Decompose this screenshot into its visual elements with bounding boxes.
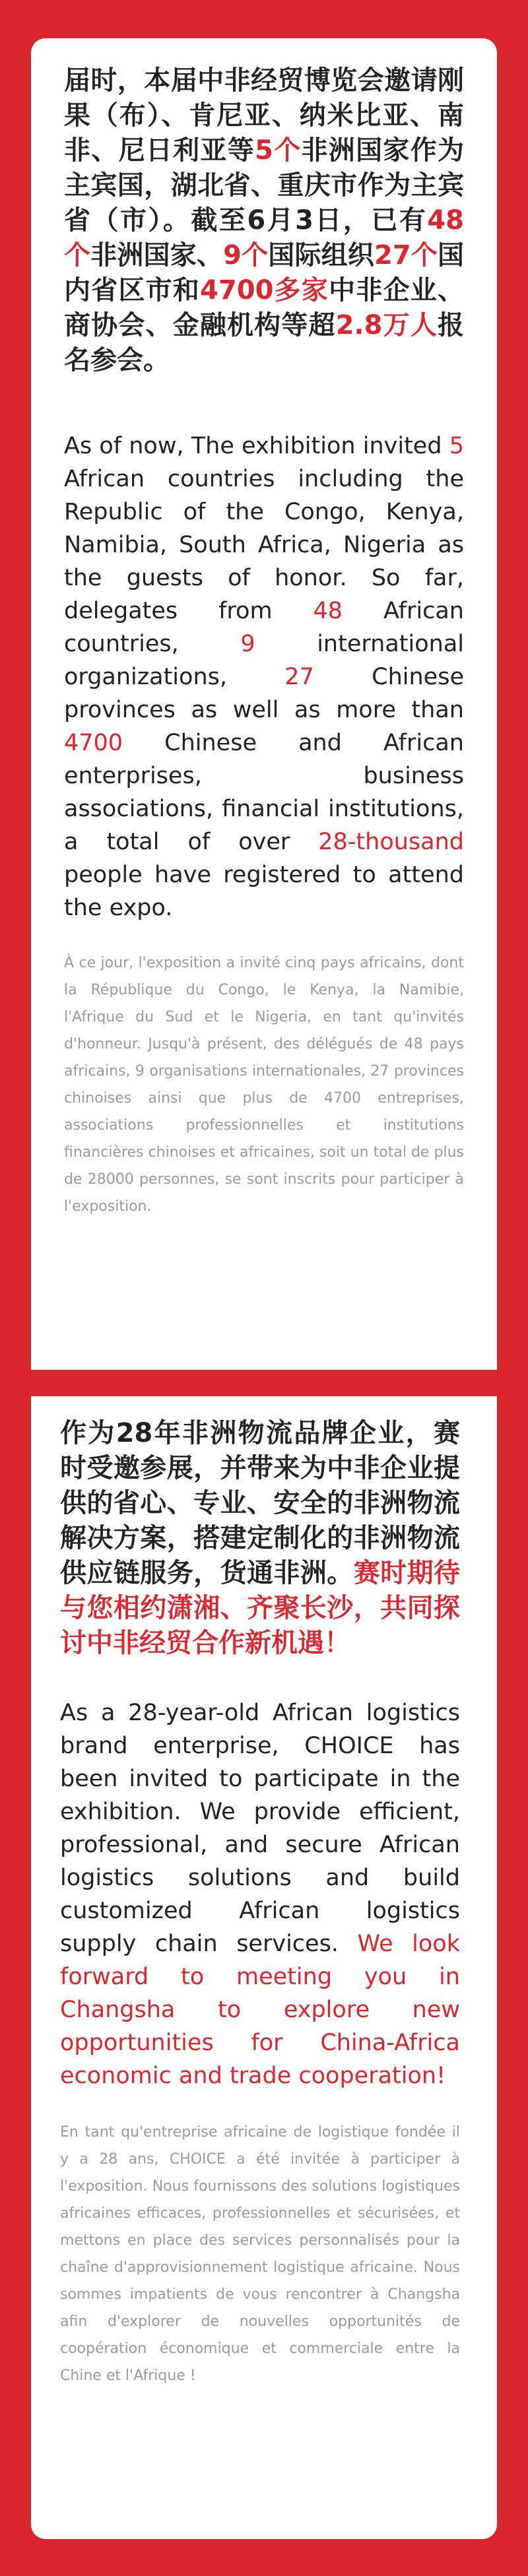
body-text: Chinese provinces as well as more than (64, 664, 464, 723)
highlight-text: 27个 (374, 240, 438, 271)
highlight-text: 5 (449, 433, 464, 459)
body-text: people have registered to attend the expo. (64, 862, 464, 921)
highlight-text: 9 (240, 631, 255, 657)
highlight-text: 4700多家 (200, 275, 329, 306)
section-expo-registration (64, 63, 465, 1220)
body-text: 非洲国家、 (90, 240, 224, 271)
highlight-text: 28-thousand (318, 829, 464, 855)
body-text: African countries, (64, 598, 464, 657)
body-text: 国际组织 (268, 240, 374, 271)
highlight-text: 9个 (223, 240, 269, 271)
body-text: African countries including the Republic of the Congo, Kenya, Namibia, South Africa, Nigeria as the guests of honor. So far, delegates from (64, 466, 464, 624)
body-text: As of now, The exhibition invited (64, 433, 449, 459)
body-text: 国内省区市和 (64, 240, 465, 306)
body-text: 报名参会。 (64, 310, 465, 375)
body-text: international organizations, (64, 631, 464, 690)
body-text: Chinese and African enterprises, business associations, financial institutions, a total of over (64, 730, 464, 855)
french-paragraph: À ce jour, l'exposition a invité cinq pays africains, dont la République du Congo, le Kenya, la Namibie, l'Afrique du Sud et le Nigeria, en tant qu'invités d'honneur. Jusqu'à présent, des délégués de 48 pays africains, 9 organisations internationales, 27 provinces chinoises ainsi que plus de 4700 entreprises, associations professionnelles et institutions financières chinoises et africaines, soit un total de plus de 28000 personnes, se sont inscrits pour participer à l'exposition. (64, 955, 464, 1215)
content-card (31, 38, 497, 2539)
english-paragraph (64, 430, 464, 924)
section-choice-participation (60, 1416, 460, 2389)
highlight-text: 48个 (64, 205, 464, 271)
highlight-text: 赛时期待与您相约潇湘、齐聚长沙，共同探讨中非经贸合作新机遇！ (60, 1558, 461, 1658)
body-text: 作为28年非洲物流品牌企业，赛时受邀参展，并带来为中非企业提供的省心、专业、安全的非洲物流解决方案，搭建定制化的非洲物流供应链服务，货通非洲。 (60, 1418, 460, 1588)
chinese-paragraph (64, 63, 464, 378)
highlight-text: We look forward to meeting you in Changsha to explore new opportunities for China-Africa economic and trade cooperation! (60, 1931, 460, 2089)
highlight-text: 2.8万人 (335, 310, 438, 340)
french-paragraph: En tant qu'entreprise africaine de logistique fondée il y a 28 ans, CHOICE a été invitée à participer à l'exposition. Nous fournissons des solutions logistiques africaines efficaces, professionnelles et sécurisées, et mettons en place des services personnalisés pour la chaîne d'approvisionnement logistique africaine. Nous sommes impatients de vous rencontrer à Changsha afin d'explorer de nouvelles opportunités de coopération économique et commerciale entre la Chine et l'Afrique ! (60, 2124, 460, 2384)
highlight-text: 27 (284, 664, 314, 690)
body-text: 非洲国家作为主宾国，湖北省、重庆市作为主宾省（市）。截至6月3日，已有 (64, 135, 464, 236)
english-paragraph (60, 1696, 460, 2092)
highlight-text: 5个 (255, 135, 302, 166)
highlight-text: 4700 (64, 730, 123, 756)
body-text: As a 28-year-old African logistics brand enterprise, CHOICE has been invited to participate in the exhibition. We provide efficient, professional, and secure African logistics solutions and build customized African logistics supply chain services. (60, 1700, 460, 1957)
chinese-paragraph (60, 1416, 460, 1661)
highlight-text: 48 (313, 598, 343, 624)
body-text: 届时，本届中非经贸博览会邀请刚果（布）、肯尼亚、纳米比亚、南非、尼日利亚等 (64, 65, 464, 166)
body-text: 中非企业、商协会、金融机构等超 (64, 275, 465, 340)
section-divider (31, 1370, 497, 1396)
